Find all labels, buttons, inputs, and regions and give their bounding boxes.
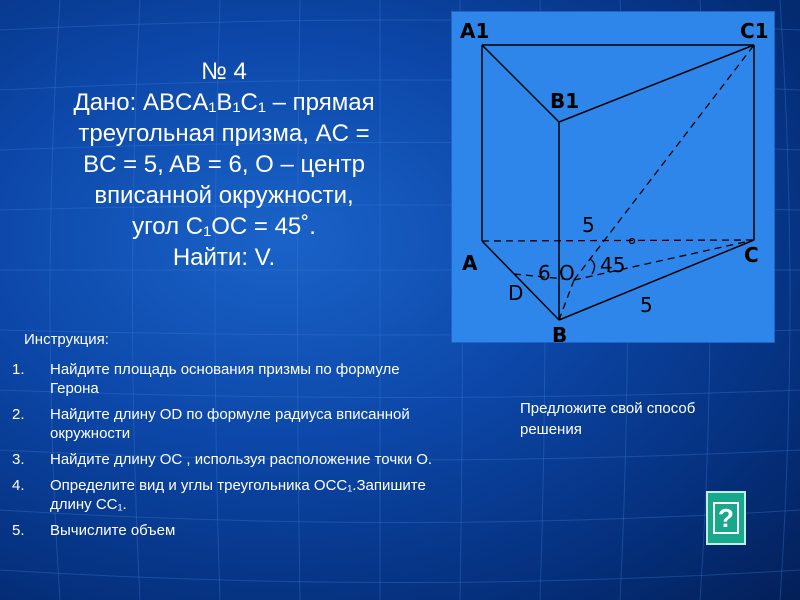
step-number: 1. <box>12 361 25 378</box>
problem-line-6: Найти: V. <box>172 244 276 271</box>
problem-line-1: Дано: ABCA₁B₁C₁ – прямая <box>73 89 375 116</box>
label-a: A <box>462 251 478 275</box>
label-a1: A1 <box>460 19 490 43</box>
instruction-step <box>10 405 440 443</box>
step-text: Найдите длину OC , используя расположение точки O. <box>50 451 433 468</box>
edge-a1-b1 <box>482 45 559 122</box>
instruction-step <box>10 450 440 469</box>
edge-a-c-hidden <box>482 240 754 241</box>
label-c: C <box>744 243 759 267</box>
instruction-step <box>10 476 440 514</box>
length-ac: 5 <box>582 213 595 237</box>
label-b1: B1 <box>550 89 580 113</box>
instruction-list <box>10 360 440 547</box>
edge-b1-c1 <box>559 45 754 122</box>
problem-line-4: вписанной окружности, <box>94 182 354 209</box>
length-bc: 5 <box>640 293 653 317</box>
angle-value: 45 <box>600 253 626 277</box>
instructions-title: Инструкция: <box>24 331 109 348</box>
label-o: O <box>559 261 575 285</box>
step-text: Найдите площадь основания призмы по формуле Герона <box>50 361 400 397</box>
step-number: 2. <box>12 406 25 423</box>
step-text: Вычислите объем <box>50 522 176 539</box>
problem-line-5: угол C₁OC = 45˚. <box>132 213 316 240</box>
question-icon: ? <box>713 502 739 534</box>
step-text: Определите вид и углы треугольника OCC₁.Запишите длину CC₁. <box>50 477 426 513</box>
step-number: 3. <box>12 451 25 468</box>
label-d: D <box>508 281 524 305</box>
instruction-step <box>10 521 440 540</box>
prism-figure <box>452 12 774 342</box>
problem-number: № 4 <box>201 58 247 85</box>
length-ab: 6 <box>538 261 551 285</box>
problem-line-2: треугольная призма, AC = <box>78 120 370 147</box>
step-number: 5. <box>12 522 25 539</box>
label-c1: C1 <box>740 19 769 43</box>
label-b: B <box>552 323 568 342</box>
angle-arc <box>590 259 595 274</box>
instruction-step <box>10 360 440 398</box>
step-number: 4. <box>12 477 25 494</box>
edge-b-c <box>559 240 754 320</box>
step-text: Найдите длину OD по формуле радиуса вписанной окружности <box>50 406 410 442</box>
problem-statement <box>14 56 434 273</box>
help-button[interactable] <box>706 491 746 545</box>
problem-line-3: BC = 5, AB = 6, O – центр <box>83 151 365 178</box>
suggestion-text: Предложите свой способ решения <box>520 400 696 438</box>
prism-drawing <box>452 12 774 342</box>
